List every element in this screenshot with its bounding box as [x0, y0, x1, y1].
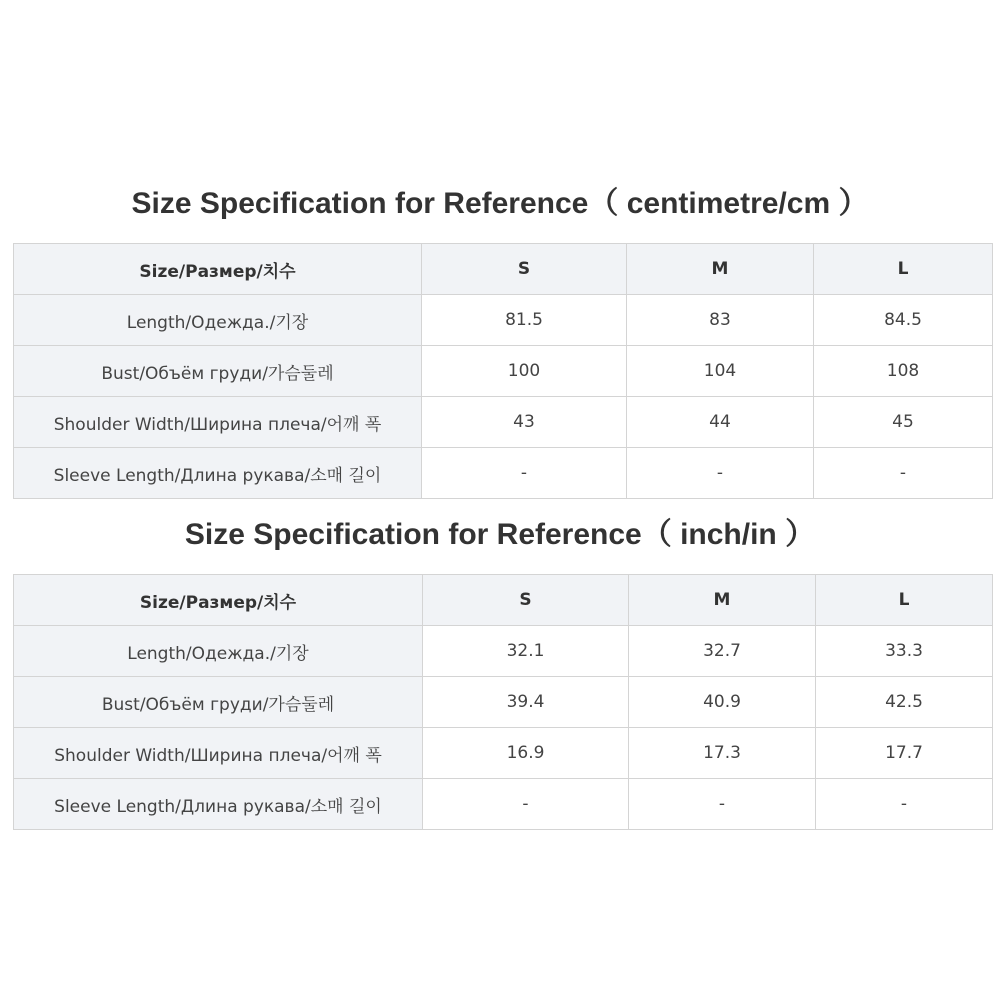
value-cell: 45 — [814, 397, 993, 448]
value-cell: - — [629, 779, 816, 830]
table-row-shoulder-width — [14, 397, 993, 448]
value-cell: 84.5 — [814, 295, 993, 346]
table-row-sleeve-length — [14, 779, 993, 830]
header-size-m: M — [629, 575, 816, 626]
size-table-title-in: Size Specification for Reference（ inch/in ） — [184, 518, 816, 551]
value-cell: - — [814, 448, 993, 499]
value-cell: 42.5 — [816, 677, 993, 728]
size-table-cm — [13, 243, 993, 499]
row-label: Shoulder Width/Ширина плеча/어깨 폭 — [14, 397, 422, 448]
row-label: Bust/Объём груди/가슴둘레 — [14, 346, 422, 397]
row-label: Sleeve Length/Длина рукава/소매 길이 — [14, 779, 423, 830]
value-cell: 100 — [422, 346, 627, 397]
header-size-label: Size/Размер/치수 — [14, 244, 422, 295]
header-size-s: S — [423, 575, 629, 626]
table-row-bust — [14, 677, 993, 728]
value-cell: 104 — [627, 346, 814, 397]
value-cell: 40.9 — [629, 677, 816, 728]
value-cell: - — [627, 448, 814, 499]
value-cell: 17.3 — [629, 728, 816, 779]
header-size-l: L — [816, 575, 993, 626]
value-cell: 83 — [627, 295, 814, 346]
value-cell: - — [423, 779, 629, 830]
value-cell: 16.9 — [423, 728, 629, 779]
table-header-row — [14, 575, 993, 626]
table-row-length — [14, 626, 993, 677]
table-row-length — [14, 295, 993, 346]
table-row-shoulder-width — [14, 728, 993, 779]
row-label: Length/Одежда./기장 — [14, 295, 422, 346]
value-cell: 108 — [814, 346, 993, 397]
value-cell: - — [816, 779, 993, 830]
value-cell: - — [422, 448, 627, 499]
row-label: Shoulder Width/Ширина плеча/어깨 폭 — [14, 728, 423, 779]
value-cell: 32.1 — [423, 626, 629, 677]
value-cell: 39.4 — [423, 677, 629, 728]
row-label: Length/Одежда./기장 — [14, 626, 423, 677]
value-cell: 81.5 — [422, 295, 627, 346]
row-label: Bust/Объём груди/가슴둘레 — [14, 677, 423, 728]
value-cell: 44 — [627, 397, 814, 448]
size-table-in — [13, 574, 993, 830]
table-header-row — [14, 244, 993, 295]
value-cell: 33.3 — [816, 626, 993, 677]
header-size-s: S — [422, 244, 627, 295]
value-cell: 43 — [422, 397, 627, 448]
size-table-title-cm: Size Specification for Reference（ centimetre/cm ） — [131, 187, 869, 220]
table-row-sleeve-length — [14, 448, 993, 499]
table-row-bust — [14, 346, 993, 397]
value-cell: 32.7 — [629, 626, 816, 677]
header-size-label: Size/Размер/치수 — [14, 575, 423, 626]
header-size-m: M — [627, 244, 814, 295]
row-label: Sleeve Length/Длина рукава/소매 길이 — [14, 448, 422, 499]
value-cell: 17.7 — [816, 728, 993, 779]
header-size-l: L — [814, 244, 993, 295]
